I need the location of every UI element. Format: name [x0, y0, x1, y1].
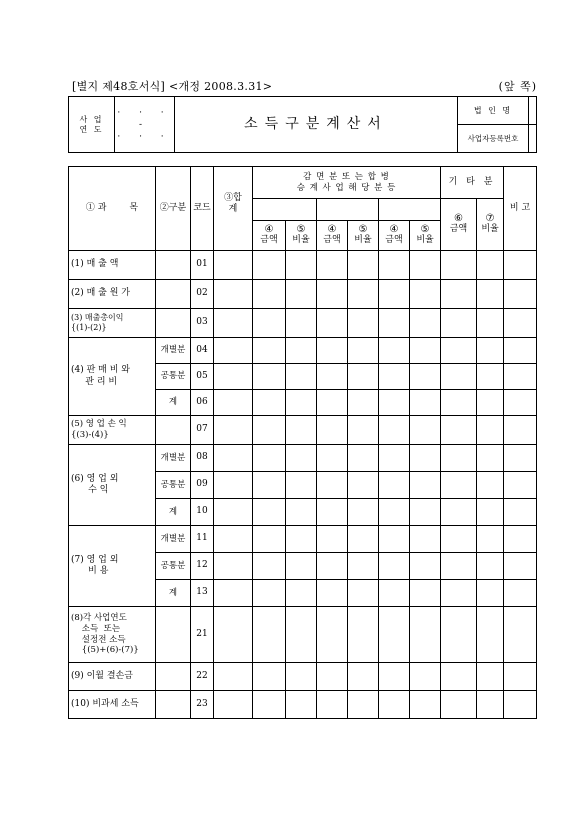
table-row — [69, 251, 537, 280]
exempt-subgroup-1 — [253, 199, 317, 221]
document-title: 소득구분계산서 — [175, 97, 458, 153]
remarks-cell[interactable] — [504, 445, 537, 472]
row-sub-label: 공통분 — [156, 553, 191, 580]
remarks-cell[interactable] — [504, 691, 537, 719]
exempt-subgroup-2 — [317, 199, 379, 221]
total-cell[interactable] — [214, 309, 253, 338]
row-label: (6) 영 업 외 수 익 — [69, 445, 156, 526]
total-cell[interactable] — [214, 445, 253, 472]
remarks-cell[interactable] — [504, 553, 537, 580]
total-cell[interactable] — [214, 691, 253, 719]
row-code: 05 — [191, 364, 214, 390]
total-cell[interactable] — [214, 364, 253, 390]
table-row — [69, 309, 537, 338]
info-box — [68, 96, 537, 153]
row-code: 07 — [191, 416, 214, 445]
total-cell[interactable] — [214, 338, 253, 364]
table-row — [69, 280, 537, 309]
total-cell[interactable] — [214, 390, 253, 416]
business-year-value[interactable]: · · · - · · · — [115, 97, 175, 153]
total-cell[interactable] — [214, 607, 253, 663]
col-remarks-header: 비 고 — [504, 167, 537, 251]
row-label: (2) 매 출 원 가 — [69, 280, 156, 309]
row-label: (10) 비과세 소득 — [69, 691, 156, 719]
table-row — [69, 338, 537, 364]
corp-name-label: 법 인 명 — [458, 97, 529, 124]
form-number: [별지 제48호서식] — [72, 80, 166, 93]
row-sub-label: 계 — [156, 390, 191, 416]
table-row — [69, 445, 537, 472]
row-label: (3) 매출총이익 {(1)-(2)} — [69, 309, 156, 338]
total-cell[interactable] — [214, 472, 253, 499]
table-row — [69, 526, 537, 553]
category-cell — [156, 309, 191, 338]
category-cell — [156, 280, 191, 309]
row-code: 21 — [191, 607, 214, 663]
row-code: 10 — [191, 499, 214, 526]
col-amount-header-2: ④ 금액 — [317, 221, 348, 251]
row-sub-label: 개별분 — [156, 526, 191, 553]
row-label: (7) 영 업 외 비 용 — [69, 526, 156, 607]
form-header — [72, 78, 272, 94]
col-other-amount-header: ⑥ 금액 — [441, 199, 477, 251]
biz-reg-label: 사업자등록번호 — [458, 125, 529, 152]
row-code: 09 — [191, 472, 214, 499]
remarks-cell[interactable] — [504, 338, 537, 364]
row-label: (1) 매 출 액 — [69, 251, 156, 280]
row-code: 02 — [191, 280, 214, 309]
remarks-cell[interactable] — [504, 251, 537, 280]
total-cell[interactable] — [214, 280, 253, 309]
row-label: (4) 판 매 비 와 관 리 비 — [69, 338, 156, 416]
remarks-cell[interactable] — [504, 390, 537, 416]
total-cell[interactable] — [214, 526, 253, 553]
col-ratio-header-3: ⑤ 비율 — [410, 221, 441, 251]
biz-reg-field[interactable] — [529, 125, 536, 152]
remarks-cell[interactable] — [504, 280, 537, 309]
table-row — [69, 416, 537, 445]
total-cell[interactable] — [214, 663, 253, 691]
total-cell[interactable] — [214, 416, 253, 445]
row-sub-label: 계 — [156, 580, 191, 607]
row-code: 11 — [191, 526, 214, 553]
table-row — [69, 691, 537, 719]
page-side: (앞 쪽) — [498, 80, 537, 93]
row-code: 23 — [191, 691, 214, 719]
col-ratio-header-2: ⑤ 비율 — [348, 221, 379, 251]
row-sub-label: 개별분 — [156, 445, 191, 472]
table-row — [69, 663, 537, 691]
col-total-header: ③합 계 — [214, 167, 253, 251]
row-code: 22 — [191, 663, 214, 691]
remarks-cell[interactable] — [504, 499, 537, 526]
income-classification-table — [68, 166, 537, 719]
row-code: 01 — [191, 251, 214, 280]
col-other-group-header: 기 타 분 — [441, 167, 504, 199]
row-label: (9) 이월 결손금 — [69, 663, 156, 691]
col-other-ratio-header: ⑦ 비율 — [477, 199, 504, 251]
row-label: (5) 영 업 손 익 {(3)-(4)} — [69, 416, 156, 445]
category-cell — [156, 416, 191, 445]
category-cell — [156, 251, 191, 280]
category-cell — [156, 663, 191, 691]
remarks-cell[interactable] — [504, 472, 537, 499]
exempt-subgroup-3 — [379, 199, 441, 221]
row-code: 03 — [191, 309, 214, 338]
business-year-label: 사 업 연 도 — [69, 97, 115, 153]
category-cell — [156, 607, 191, 663]
remarks-cell[interactable] — [504, 526, 537, 553]
col-exempt-group-header: 감 면 분 또 는 합 병 승 계 사 업 해 당 분 등 — [253, 167, 441, 199]
row-label: (8)각 사업연도 소득 또는 설정전 소득 {(5)+(6)-(7)} — [69, 607, 156, 663]
row-code: 13 — [191, 580, 214, 607]
total-cell[interactable] — [214, 553, 253, 580]
row-sub-label: 공통분 — [156, 364, 191, 390]
row-code: 12 — [191, 553, 214, 580]
row-sub-label: 계 — [156, 499, 191, 526]
remarks-cell[interactable] — [504, 416, 537, 445]
row-code: 04 — [191, 338, 214, 364]
total-cell[interactable] — [214, 499, 253, 526]
remarks-cell[interactable] — [504, 663, 537, 691]
remarks-cell[interactable] — [504, 607, 537, 663]
table-row — [69, 607, 537, 663]
revision-date: <개정 2008.3.31> — [168, 80, 273, 93]
row-code: 06 — [191, 390, 214, 416]
remarks-cell[interactable] — [504, 309, 537, 338]
col-amount-header-3: ④ 금액 — [379, 221, 410, 251]
col-code-header: 코드 — [191, 167, 214, 251]
remarks-cell[interactable] — [504, 364, 537, 390]
col-account-header: ① 과 목 — [69, 167, 156, 251]
total-cell[interactable] — [214, 580, 253, 607]
col-amount-header-1: ④ 금액 — [253, 221, 286, 251]
corp-name-field[interactable] — [529, 97, 536, 124]
row-code: 08 — [191, 445, 214, 472]
row-sub-label: 공통분 — [156, 472, 191, 499]
remarks-cell[interactable] — [504, 580, 537, 607]
col-ratio-header-1: ⑤ 비율 — [286, 221, 317, 251]
total-cell[interactable] — [214, 251, 253, 280]
row-sub-label: 개별분 — [156, 338, 191, 364]
category-cell — [156, 691, 191, 719]
col-category-header: ②구분 — [156, 167, 191, 251]
